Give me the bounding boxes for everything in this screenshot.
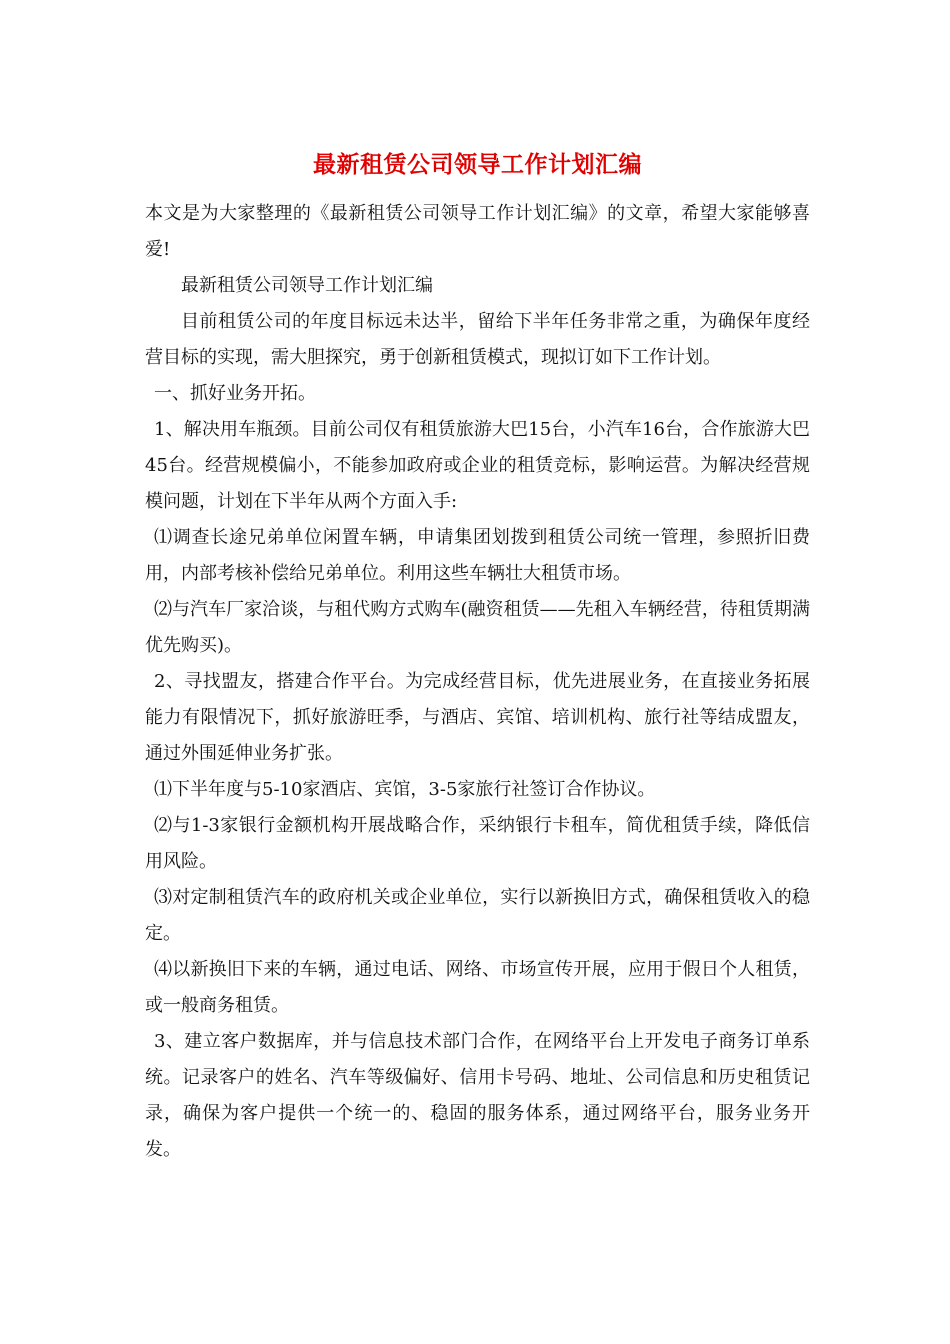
item-2-sub-4: ⑷以新换旧下来的车辆，通过电话、网络、市场宣传开展，应用于假日个人租赁，或一般商务租赁。	[145, 959, 810, 1016]
item-1-sub-1: ⑴调查长途兄弟单位闲置车辆，申请集团划拨到租赁公司统一管理，参照折旧费用，内部考核补偿给兄弟单位。利用这些车辆壮大租赁市场。	[145, 527, 810, 584]
item-1-paragraph: 1、解决用车瓶颈。目前公司仅有租赁旅游大巴15台，小汽车16台，合作旅游大巴45台。经营规模偏小，不能参加政府或企业的租赁竞标，影响运营。为解决经营规模问题，计划在下半年从两个方面入手:	[145, 419, 810, 512]
document-body	[145, 150, 810, 1168]
section-heading-1: 一、抓好业务开拓。	[154, 383, 316, 404]
item-2-sub-2: ⑵与1-3家银行金额机构开展战略合作，采纳银行卡租车，简优租赁手续，降低信用风险。	[145, 815, 810, 872]
intro-paragraph: 本文是为大家整理的《最新租赁公司领导工作计划汇编》的文章，希望大家能够喜爱!	[145, 203, 810, 260]
overview-paragraph: 目前租赁公司的年度目标远未达半，留给下半年任务非常之重，为确保年度经营目标的实现，需大胆探究，勇于创新租赁模式，现拟订如下工作计划。	[145, 311, 810, 368]
item-2-sub-1: ⑴下半年度与5-10家酒店、宾馆，3-5家旅行社签订合作协议。	[154, 779, 656, 800]
item-3-paragraph: 3、建立客户数据库，并与信息技术部门合作，在网络平台上开发电子商务订单系统。记录客户的姓名、汽车等级偏好、信用卡号码、地址、公司信息和历史租赁记录，确保为客户提供一个统一的、稳固的服务体系，通过网络平台，服务业务开发。	[145, 1031, 810, 1160]
item-2-paragraph: 2、寻找盟友，搭建合作平台。为完成经营目标，优先进展业务，在直接业务拓展能力有限情况下，抓好旅游旺季，与酒店、宾馆、培训机构、旅行社等结成盟友，通过外围延伸业务扩张。	[145, 671, 810, 764]
document-title: 最新租赁公司领导工作计划汇编	[313, 151, 642, 178]
item-2-sub-3: ⑶对定制租赁汽车的政府机关或企业单位，实行以新换旧方式，确保租赁收入的稳定。	[145, 887, 810, 944]
subtitle-paragraph: 最新租赁公司领导工作计划汇编	[181, 275, 433, 296]
item-1-sub-2: ⑵与汽车厂家洽谈，与租代购方式购车(融资租赁——先租入车辆经营，待租赁期满优先购买)。	[145, 599, 810, 656]
